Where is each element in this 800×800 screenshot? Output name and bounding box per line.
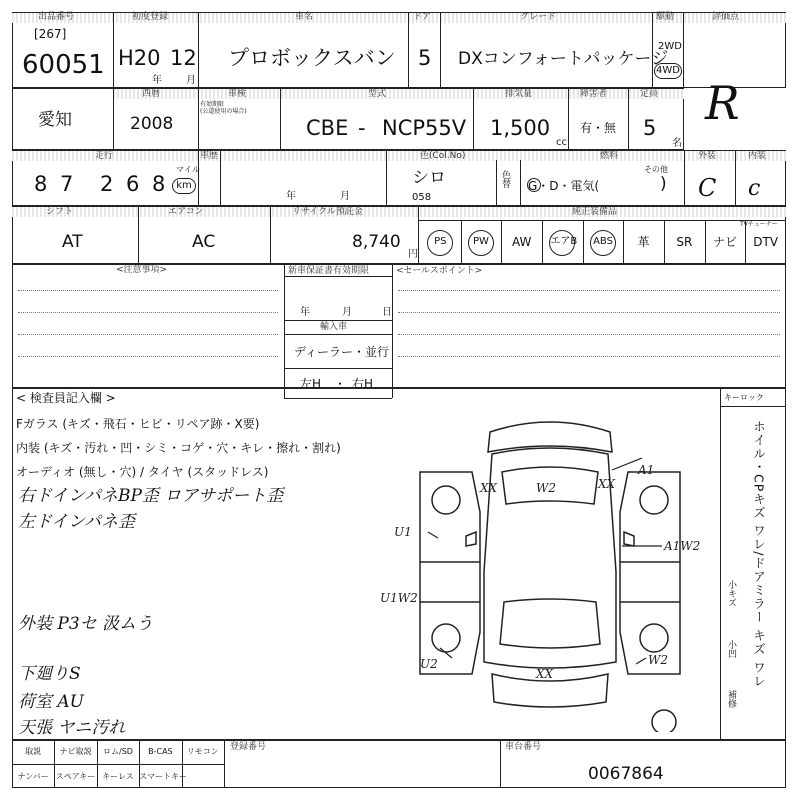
footer-item-top: 取説 [25,747,42,756]
tv-tuner-label: TVチューナー [740,221,778,228]
shift-value: AT [62,232,83,252]
equip-divider [461,220,462,264]
fuel-close: ) [660,174,667,194]
drive-4wd: 4WD [654,63,682,79]
wheel-rr [640,624,668,652]
warranty-month-unit: 月 [342,307,352,318]
note-1: 右ドインパネBP歪 ロアサポート歪 [18,486,284,506]
recycle-value: 8,740 [352,232,401,252]
cc-unit: cc [556,137,567,148]
rear-window [500,599,600,648]
equip-item: 革 [637,235,650,249]
spare-wheel [652,710,676,732]
handicap-label: 障害者 [580,89,608,99]
equip-divider [583,220,584,264]
type-dash: - [358,116,366,140]
key-label: キーロック [724,393,764,402]
lot-number: 60051 [22,50,105,80]
warranty-label: 新車保証書有効期限 [288,266,370,276]
equip-item: エアB [549,230,575,256]
right-side [620,472,680,674]
unit-km: km [172,178,196,194]
mark-w2-hood: W2 [536,481,556,495]
equip-label: 純正装備品 [572,207,618,217]
chassis-label: 車台番号 [505,742,542,752]
year-value: 2008 [130,114,174,134]
reg-month-unit: 月 [186,75,196,86]
doors-label: ドア [413,12,431,22]
left-side [420,472,480,674]
equip-item: ABS [590,230,616,256]
year-label: 西暦 [142,89,161,99]
fuel-g-circle [527,178,541,192]
capacity-label: 定員 [640,89,659,99]
car-damage-diagram [380,412,720,732]
ext-grade: C [698,174,717,202]
reg-year-unit: 年 [152,75,162,86]
name-label: 車名 [295,12,314,22]
mark-xx-2: XX [598,477,616,491]
note-label: <注意事項> [116,265,168,275]
footer-item-bottom: ナンバー [17,772,49,781]
fuel-label: 燃料 [600,151,619,161]
inspector-line-1: Fガラス (キズ・飛石・ヒビ・リペア跡・X要) [16,417,260,431]
hand-right: 右H [352,377,374,391]
ext-label: 外装 [698,151,717,161]
note-5: 荷室 AU [18,692,85,712]
mileage-d4: 6 [126,172,140,196]
int-label: 内装 [748,151,767,161]
grade-label: グレード [520,12,557,22]
warranty-day-unit: 日 [382,307,392,318]
footer-item-bottom: キーレス [102,772,134,781]
door-count: 5 [418,46,432,70]
mileage-d5: 8 [152,172,166,196]
inspector-line-3: オーディオ (無し・穴) / タイヤ (スタッドレス) [16,465,269,479]
equip-divider [542,220,543,264]
capacity-unit: 名 [672,138,682,149]
mark-u1w2: U1W2 [380,591,418,605]
footer-item-bottom: スペアキー [55,772,96,781]
chassis-number: 0067864 [588,764,664,784]
equip-item: ナビ [712,235,737,249]
note-3: 外装 P3セ 汲ムう [18,614,154,634]
capacity-value: 5 [643,116,657,140]
lot-prefix: [267] [34,27,67,41]
cc-value: 1,500 [490,116,551,140]
row-5 [12,264,786,391]
equip-item: PS [427,230,453,256]
car-name: プロボックスバン [228,46,396,70]
import-value: ディーラー・並行 [294,345,390,359]
hand-dot: ・ [334,377,347,391]
inspector-label: < 検査員記入欄 > [16,391,116,405]
lot-label: 出品番号 [38,12,75,22]
mark-xx-1: XX [480,481,498,495]
history-month-unit: 月 [340,191,350,202]
footer-item-bottom: スマートキー [139,772,188,781]
cc-label: 排気量 [505,89,533,99]
footer-item-top: B-CAS [148,747,173,756]
score-label: 評価点 [712,12,740,22]
fuel-value: G・D・電気( [528,179,600,193]
warranty-year-unit: 年 [300,307,310,318]
equip-item: PW [468,230,494,256]
mileage-label: 走行 [95,151,114,161]
recycle-label: リサイクル預託金 [292,207,363,217]
inspector-line-2: 内装 (キズ・汚れ・凹・シミ・コゲ・穴・キレ・擦れ・割れ) [16,441,341,455]
note-2: 左ドインパネ歪 [18,512,135,532]
inspect-label: 車検 [228,89,247,99]
side-small-2: 小凹 [726,640,736,658]
reg-no-label: 登録番号 [230,742,267,752]
equip-item: AW [511,235,532,249]
handicap-value: 有・無 [580,121,617,135]
mileage-d3: 2 [100,172,114,196]
mileage-d1: 8 [34,172,48,196]
sales-label: <セールスポイント> [396,266,483,276]
ac-label: エアコン [168,207,204,217]
shift-label: シフト [46,207,74,217]
color-label: 色(Col.No) [420,151,466,161]
prefecture: 愛知 [38,110,72,130]
side-legend: ホイル・CPキズ ワレ/ドアミラー キズ ワレ [751,420,767,688]
note-4: 下廻りS [18,664,81,684]
type-prefix: CBE [306,116,349,140]
reg-label: 初度登録 [132,12,169,22]
import-label: 輸入車 [320,322,348,332]
footer-item-top: ロム/SD [103,747,133,756]
reg-era: H20 [118,46,161,70]
wheel-fr [640,486,668,514]
mark-xx-3: XX [536,667,554,681]
mark-a1w2: A1W2 [664,539,701,553]
mark-u1: U1 [394,525,412,539]
type-model: NCP55V [382,116,467,140]
reg-month: 12 [170,46,197,70]
fuel-other: その他 [644,165,668,174]
type-label: 型式 [368,89,387,99]
footer-item-top: ナビ取説 [59,747,92,756]
equip-item: SR [676,235,693,249]
hand-left: 左H [300,377,322,391]
int-grade: c [748,176,761,201]
note-6: 天張 ヤニ汚れ [18,718,126,738]
inspect-note: 有効期限 (公道使用の場合) [200,101,247,115]
unit-mile: マイル [176,165,200,174]
color-value: シロ [412,168,446,188]
side-small-3: 補修 [726,690,736,708]
history-label: 車歴 [200,151,219,161]
color-change: 色替 [500,170,510,188]
mark-a1: A1 [638,463,655,477]
mileage-d2: 7 [60,172,74,196]
footer-item-top: リモコン [186,747,219,756]
recycle-unit: 円 [408,249,418,260]
color-no: 058 [412,192,432,203]
mark-u2: U2 [420,657,438,671]
mark-w2-rear: W2 [648,653,668,667]
ac-value: AC [192,232,216,252]
score-value: R [705,76,740,130]
grade-value: DXコンフォートパッケージ [458,49,669,69]
equip-item: DTV [753,235,779,249]
drive-label: 駆動 [656,12,675,22]
wheel-fl [432,486,460,514]
side-small-1: 小キズ [726,580,736,607]
history-year-unit: 年 [286,191,296,202]
drive-2wd: 2WD [658,41,682,52]
wheel-rl [432,624,460,652]
